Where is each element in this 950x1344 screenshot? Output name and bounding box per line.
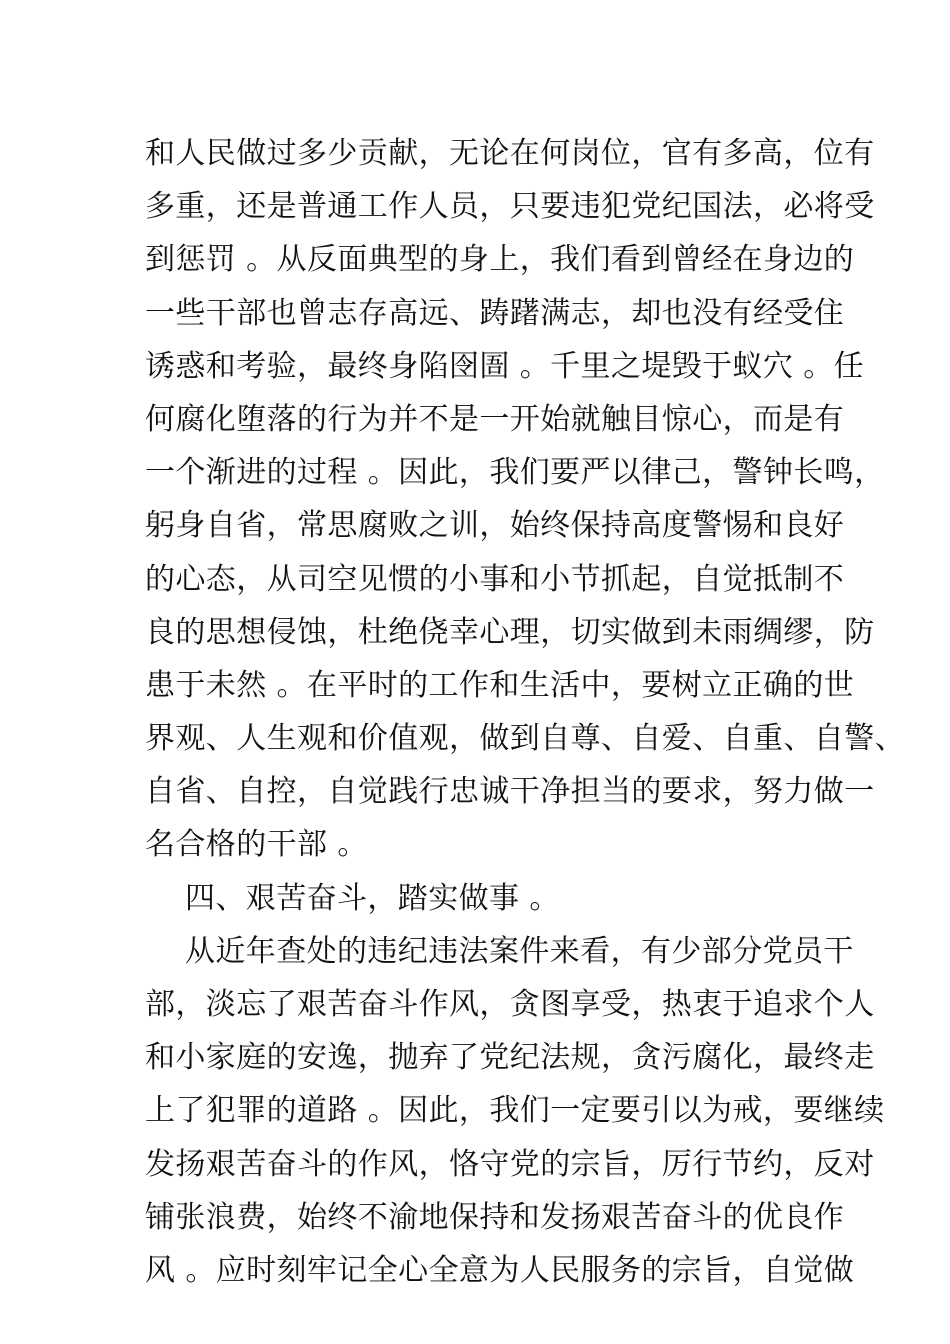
text-line: 患于未然 。在平时的工作和生活中，要树立正确的世 [145,667,855,703]
text-line: 诱惑和考验，最终身陷囹圄 。千里之堤毁于蚁穴 。任 [145,348,865,384]
text-line: 躬身自省，常思腐败之训，始终保持高度警惕和良好 [145,508,845,544]
text-line: 和人民做过多少贡献，无论在何岗位，官有多高，位有 [145,136,875,171]
body-text [145,127,905,1297]
text-line: 风 。应时刻牢记全心全意为人民服务的宗旨，自觉做 [145,1252,855,1288]
text-line: 铺张浪费，始终不渝地保持和发扬艰苦奋斗的优良作 [145,1199,845,1235]
text-line: 发扬艰苦奋斗的作风，恪守党的宗旨，厉行节约，反对 [145,1146,875,1182]
paragraph-first-line: 从近年查处的违纪违法案件来看，有少部分党员干 [185,933,854,969]
text-line: 良的思想侵蚀，杜绝侥幸心理，切实做到未雨绸缪，防 [145,614,875,650]
text-line: 和小家庭的安逸，抛弃了党纪法规，贪污腐化，最终走 [145,1040,875,1076]
text-line: 到惩罚 。从反面典型的身上，我们看到曾经在身边的 [145,242,855,278]
text-line: 一个渐进的过程 。因此，我们要严以律己，警钟长鸣， [145,455,885,491]
paragraph-first-line: 四、艰苦奋斗，踏实做事 。 [185,880,560,916]
text-line: 自省、自控，自觉践行忠诚干净担当的要求，努力做一 [145,774,875,810]
text-line: 的心态，从司空见惯的小事和小节抓起，自觉抵制不 [145,561,845,597]
text-line: 一些干部也曾志存高远、踌躇满志，却也没有经受住 [145,295,845,331]
text-line: 何腐化堕落的行为并不是一开始就触目惊心，而是有 [145,401,845,437]
text-line: 界观、人生观和价值观，做到自尊、自爱、自重、自警、 [145,721,905,757]
text-line: 名合格的干部 。 [145,827,368,863]
text-line: 多重，还是普通工作人员，只要违犯党纪国法，必将受 [145,189,875,225]
text-line: 上了犯罪的道路 。因此，我们一定要引以为戒，要继续 [145,1093,885,1129]
text-line: 部，淡忘了艰苦奋斗作风，贪图享受，热衷于追求个人 [145,987,875,1022]
